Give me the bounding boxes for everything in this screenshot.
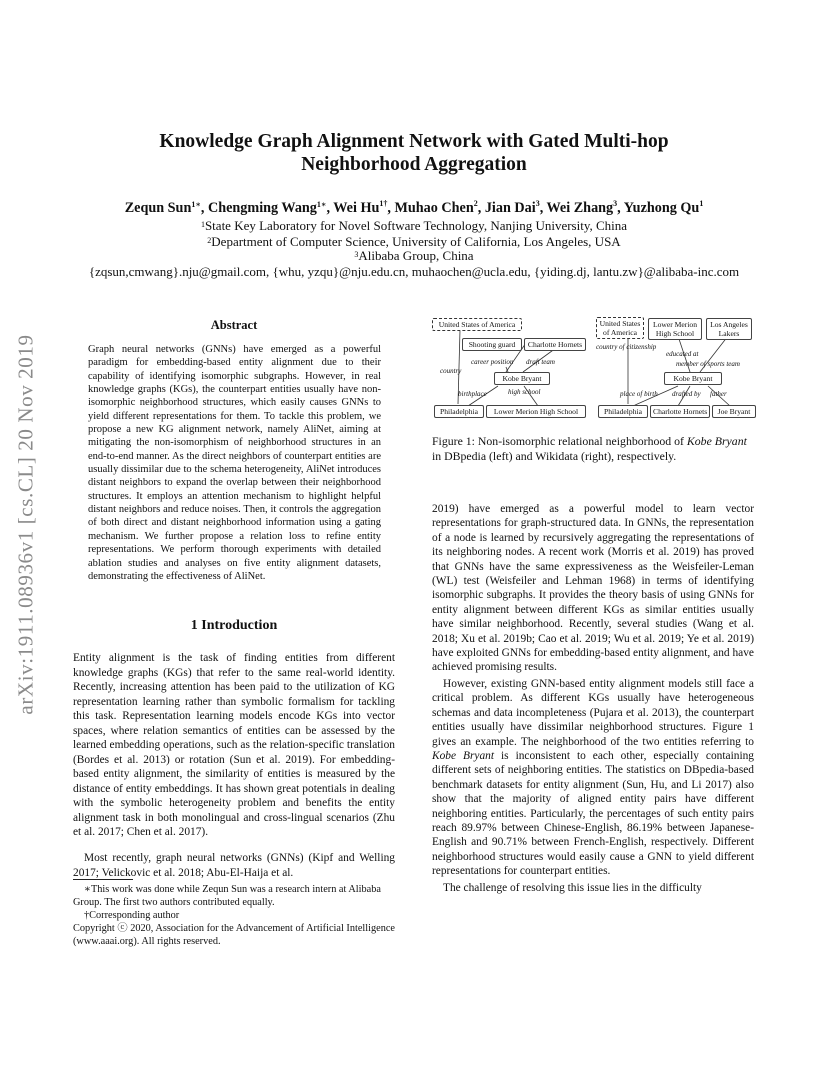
- affiliation: [40, 218, 788, 234]
- author-sup: 1∗: [316, 200, 327, 209]
- affiliation-sup: 1: [200, 220, 205, 229]
- introduction-text: [73, 640, 395, 891]
- node-philadelphia-left: Philadelphia: [434, 405, 484, 418]
- caption-emphasis: Kobe Bryant: [686, 434, 747, 448]
- node-lower-merion-left: Lower Merion High School: [486, 405, 586, 418]
- node-lower-merion-right: Lower Merion High School: [648, 318, 702, 340]
- paragraph-text: However, existing GNN-based entity alignment models still face a critical problem. As different KGs usually have heterogeneous schemas and data incompleteness (Pujara et al. 2013), the counterpart entities usually have dissimilar neighborhood structures. Figure 1 gives an example. The neighborhood of the two entities referring to: [432, 677, 754, 748]
- edge-label: place of birth: [620, 390, 658, 398]
- edge-label: high school: [508, 388, 541, 396]
- node-philadelphia-right: Philadelphia: [598, 405, 648, 418]
- edge-label: country of citizenship: [596, 343, 657, 351]
- paragraph: Most recently, graph neural networks (GNNs) (Kipf and Welling 2017; Velickovic et al. 2018; Abu-El-Haija et al.: [73, 852, 395, 879]
- node-charlotte-hornets-right: Charlotte Hornets: [650, 405, 710, 418]
- footnote-rule: [73, 879, 133, 880]
- paragraph-text: is inconsistent to each other, especially containing different sets of neighboring entities. The statistics on DBpedia-based benchmark datasets for entity alignment (Sun, Hu, and Li 2017) also show that the majority of aligned entity pairs have different neighboring entities. Particularly, the percentages of such entity pairs reach 89.97% between Chinese-English, 86.19% between Japanese-English and 90.71% between French-English, respectively. Different neighborhood structures would easily cause a GNN to yield different representations for counterpart entities.: [432, 749, 754, 878]
- paragraph-emphasis: Kobe Bryant: [432, 749, 495, 762]
- author-sup: 1†: [379, 199, 388, 208]
- author-list: Zequn Sun$^{1∗}$, Chengming Wang$^{1∗}$, Wei $Hu^{1\dagger}$, Muhao Chen$^2$, Jian Dai$^3$, Wei Zhang$^3$, Yuzhong Qu$^1$: [124, 199, 704, 216]
- title-line-1: Knowledge Graph Alignment Network with Gated Multi-hop: [159, 131, 669, 152]
- author: Wei Zhang: [546, 200, 614, 216]
- edge-label: draft team: [526, 358, 555, 366]
- affiliation-sup: 2: [207, 236, 212, 245]
- arxiv-stamp: arXiv:1911.08936v1 [cs.CL] 20 Nov 2019: [13, 334, 38, 715]
- caption-text: in DBpedia (left) and Wikidata (right), respectively.: [432, 449, 677, 464]
- node-joe-bryant: Joe Bryant: [712, 405, 756, 418]
- author-sup: 1∗: [191, 200, 201, 209]
- author-sup: 2: [473, 199, 478, 208]
- affiliation-text: Alibaba Group, China: [358, 248, 474, 263]
- affiliation-text: State Key Laboratory for Novel Software Technology, Nanjing University, China: [204, 218, 628, 233]
- paragraph: [432, 677, 754, 879]
- figure-caption: [432, 434, 754, 465]
- copyright-notice: Copyright ⓒ 2020, Association for the Advancement of Artificial Intelligence (www.aaai.org). All rights reserved.: [73, 923, 395, 947]
- right-column-text: [432, 502, 754, 895]
- node-usa-dbpedia: United States of America: [432, 318, 522, 331]
- author-emails: {zqsun,cmwang}.nju@gmail.com, {whu, yzqu}@nju.edu.cn, muhaochen@ucla.edu, {yiding.dj, lantu.zw}@alibaba-inc.com: [88, 264, 740, 279]
- node-la-lakers: Los Angeles Lakers: [706, 318, 752, 340]
- paper-title: [70, 130, 758, 176]
- edge-label: father: [710, 390, 727, 398]
- edge-label: birthplace: [458, 390, 487, 398]
- node-usa-wikidata: United States of America: [596, 317, 644, 339]
- author: Zequn Sun: [124, 200, 192, 216]
- abstract-heading: Abstract: [210, 318, 258, 332]
- footnote: †Corresponding author: [84, 910, 180, 921]
- edge-label: career position: [471, 358, 514, 366]
- affiliation-sup: 3: [354, 250, 359, 259]
- affiliation: [40, 248, 788, 264]
- footnotes: [73, 883, 395, 948]
- node-shooting-guard: Shooting guard: [462, 338, 522, 351]
- author: Jian Dai: [484, 200, 536, 216]
- node-kobe-bryant-right: Kobe Bryant: [664, 372, 722, 385]
- paragraph: 2019) have emerged as a powerful model to learn vector representations for graph-structured data. In GNNs, the representation of a node is learned by recursively aggregating the representations of its neighboring nodes. A recent work (Morris et al. 2019) has proved that GNNs have the same expressiveness as the Weisfeiler-Leman (WL) test (Weisfeiler and Lehman 1968) in terms of identifying isomorphic subgraphs. It provides the theory basis of using GNNs for entity alignment between different KGs as similar entities usually have similar neighborhood. Recently, several studies (Wang et al. 2018; Xu et al. 2019b; Cao et al. 2019; Wu et al. 2019; Ye et al. 2019) have exploited GNNs for embedding-based entity alignment, and have achieved promising results.: [432, 503, 754, 674]
- author: Wei Hu: [333, 200, 380, 216]
- edge-label: country: [440, 367, 462, 375]
- author-sup: 1: [699, 199, 704, 208]
- node-kobe-bryant-left: Kobe Bryant: [494, 372, 550, 385]
- abstract-text: Graph neural networks (GNNs) have emerged as a powerful paradigm for embedding-based entity alignment due to their capability of identifying isomorphic subgraphs. However, in real knowledge graphs (KGs), the counterpart entities usually have non-isomorphic neighborhood structures, which easily causes GNNs to yield different representations for them. To tackle this problem, we propose a new KG alignment network, namely AliNet, aiming at mitigating the non-isomorphism of neighborhood structures in an end-to-end manner. As the direct neighbors of counterpart entities are usually dissimilar due to the schema heterogeneity, AliNet introduces distant neighbors to expand the overlap between their neighborhood structures. It employs an attention mechanism to highlight helpful distant neighbors and reduce noises. Then, it controls the aggregation of both direct and distant neighborhood information using a gating mechanism. We further propose a relation loss to refine entity representations. We perform thorough experiments with detailed ablation studies and analyses on five entity alignment datasets, demonstrating the effectiveness of AliNet.: [88, 344, 381, 582]
- author-sup: 3: [535, 199, 540, 208]
- title-line-2: Neighborhood Aggregation: [301, 154, 527, 175]
- paragraph: The challenge of resolving this issue lies in the difficulty: [443, 881, 702, 894]
- footnote: ∗This work was done while Zequn Sun was a research intern at Alibaba Group. The first two authors contributed equally.: [73, 884, 381, 908]
- author: Chengming Wang: [207, 200, 317, 216]
- author-sup: 3: [613, 199, 618, 208]
- paragraph: Entity alignment is the task of finding entities from different knowledge graphs (KGs) that refer to the same real-world identity. Recently, increasing attention has been paid to the utilization of KG representation learning rather than symbolic formalism for tackling this task. Representation learning models encode KGs into vector spaces, where relation semantics of entities can be assessed by the learned embedding operations, such as the relation-specific translation (Bordes et al. 2013) or rotation (Sun et al. 2019). For embedding-based entity alignment, the similarity of entities is measured by the distance of entity embeddings. It has shown great potentials in dealing with the symbolic heterogeneity problem and benefits the entity alignment task in both monolingual and cross-lingual scenarios (Zhu et al. 2017; Chen et al. 2017).: [73, 652, 395, 839]
- node-charlotte-hornets-left: Charlotte Hornets: [524, 338, 586, 351]
- author: Yuzhong Qu: [623, 200, 700, 216]
- caption-text: Figure 1: Non-isomorphic relational neighborhood of: [432, 434, 687, 448]
- edge-label: drafted by: [672, 390, 701, 398]
- edge-label: member of sports team: [676, 360, 740, 368]
- author: Muhao Chen: [394, 200, 474, 216]
- affiliation-text: Department of Computer Science, University of California, Los Angeles, USA: [211, 234, 621, 249]
- edge-label: educated at: [666, 350, 699, 358]
- section-heading-introduction: 1 Introduction: [190, 618, 278, 633]
- figure-1: [428, 314, 758, 428]
